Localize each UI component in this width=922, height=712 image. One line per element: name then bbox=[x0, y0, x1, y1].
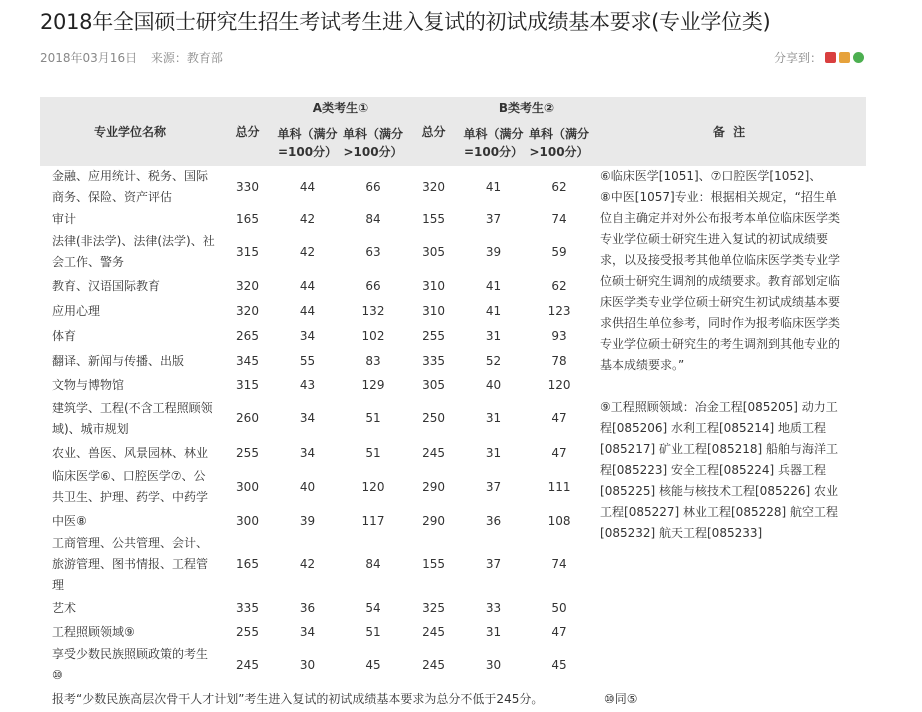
b-single-gt100: 120 bbox=[547, 377, 571, 392]
header-a-single-100: 单科（满分=100分） bbox=[275, 119, 340, 166]
b-single-100: 37 bbox=[485, 479, 502, 494]
b-total: 245 bbox=[422, 624, 445, 639]
publish-date: 2018年03月16日 bbox=[40, 51, 138, 65]
a-single-100: 42 bbox=[299, 244, 316, 259]
a-total: 300 bbox=[236, 513, 259, 528]
b-single-gt100: 111 bbox=[547, 479, 571, 494]
major-name: 审计 bbox=[52, 211, 77, 226]
header-a-total: 总分 bbox=[220, 97, 275, 166]
score-table-wrapper bbox=[40, 97, 866, 712]
a-single-gt100: 54 bbox=[365, 600, 381, 615]
b-single-gt100: 78 bbox=[551, 354, 567, 368]
major-name: 应用心理 bbox=[52, 304, 101, 318]
b-single-gt100: 108 bbox=[547, 513, 571, 528]
a-single-gt100: 51 bbox=[365, 411, 381, 425]
b-total: 290 bbox=[422, 513, 445, 528]
b-single-gt100: 62 bbox=[551, 179, 567, 194]
a-single-100: 44 bbox=[299, 304, 316, 318]
major-name: 临床医学⑥、口腔医学⑦、公共卫生、护理、药学、中药学 bbox=[52, 469, 209, 504]
remark-10: ⑩同⑤ bbox=[604, 691, 638, 706]
a-total: 345 bbox=[236, 354, 259, 368]
b-total: 305 bbox=[422, 244, 445, 259]
major-name: 艺术 bbox=[52, 600, 77, 615]
a-single-gt100: 51 bbox=[365, 624, 381, 639]
a-single-100: 43 bbox=[299, 377, 316, 392]
a-total: 320 bbox=[236, 279, 259, 293]
a-total: 315 bbox=[236, 377, 259, 392]
a-single-gt100: 45 bbox=[365, 657, 381, 672]
a-single-gt100: 129 bbox=[361, 377, 385, 392]
b-single-100: 40 bbox=[485, 377, 502, 392]
a-total: 330 bbox=[236, 179, 259, 194]
b-single-gt100: 62 bbox=[551, 279, 567, 293]
header-b-single-gt100: 单科（满分>100分） bbox=[526, 119, 592, 166]
b-single-gt100: 93 bbox=[551, 329, 567, 343]
b-total: 155 bbox=[422, 211, 445, 226]
major-name: 工程照顾领域⑨ bbox=[52, 624, 135, 639]
major-name: 建筑学、工程(不含工程照顾领域)、城市规划 bbox=[52, 400, 213, 436]
article-source: 来源：教育部 bbox=[150, 51, 223, 65]
a-single-100: 42 bbox=[299, 211, 316, 226]
b-single-gt100: 45 bbox=[551, 657, 567, 672]
major-name: 金融、应用统计、税务、国际商务、保险、资产评估 bbox=[52, 169, 209, 204]
header-group-a: A类考生① bbox=[275, 97, 406, 119]
a-single-100: 34 bbox=[299, 445, 316, 460]
a-single-100: 34 bbox=[299, 411, 316, 425]
a-single-100: 39 bbox=[299, 513, 316, 528]
major-name: 农业、兽医、风景园林、林业 bbox=[52, 445, 209, 460]
header-group-b: B类考生② bbox=[461, 97, 592, 119]
header-remarks: 备 注 bbox=[592, 97, 866, 166]
article-meta bbox=[40, 49, 223, 66]
b-single-100: 41 bbox=[485, 304, 502, 318]
b-single-gt100: 123 bbox=[547, 304, 571, 318]
b-single-gt100: 47 bbox=[551, 445, 567, 460]
b-single-100: 39 bbox=[485, 244, 502, 259]
a-single-gt100: 132 bbox=[361, 304, 385, 318]
major-name: 体育 bbox=[52, 329, 77, 343]
b-total: 310 bbox=[422, 279, 445, 293]
major-name: 工商管理、公共管理、会计、旅游管理、图书情报、工程管理 bbox=[52, 536, 209, 592]
a-single-100: 55 bbox=[299, 354, 316, 368]
b-single-100: 37 bbox=[485, 557, 502, 571]
qzone-share-icon[interactable] bbox=[839, 52, 850, 63]
a-single-gt100: 63 bbox=[365, 244, 381, 259]
b-single-100: 37 bbox=[485, 211, 502, 226]
b-single-100: 41 bbox=[485, 279, 502, 293]
a-total: 255 bbox=[236, 445, 259, 460]
a-single-gt100: 83 bbox=[365, 354, 381, 368]
b-total: 250 bbox=[422, 411, 445, 425]
major-name: 教育、汉语国际教育 bbox=[52, 279, 161, 293]
b-single-gt100: 59 bbox=[551, 244, 567, 259]
b-single-gt100: 50 bbox=[551, 600, 567, 615]
b-single-100: 30 bbox=[485, 657, 502, 672]
b-total: 325 bbox=[422, 600, 445, 615]
a-single-gt100: 51 bbox=[365, 445, 381, 460]
a-single-100: 36 bbox=[299, 600, 316, 615]
b-single-gt100: 74 bbox=[551, 211, 567, 226]
remark-9: ⑨工程照顾领域：冶金工程[085205] 动力工程[085206] 水利工程[085214] 地质工程[085217] 矿业工程[085218] 船舶与海洋工程[085223] 安全工程[085224] 兵器工程[085225] 核能与核技术工程[085226] 农业工程[085227] 林业工程[085228] 航空工程[085232] 航天工程[085233] bbox=[600, 400, 838, 540]
b-single-gt100: 47 bbox=[551, 624, 567, 639]
major-name: 法律(非法学)、法律(法学)、社会工作、警务 bbox=[52, 234, 215, 269]
score-table bbox=[40, 97, 866, 712]
b-single-100: 31 bbox=[485, 329, 502, 343]
b-total: 245 bbox=[422, 445, 445, 460]
a-single-100: 34 bbox=[299, 624, 316, 639]
a-single-100: 40 bbox=[299, 479, 316, 494]
remarks-cell bbox=[592, 166, 866, 686]
a-single-gt100: 84 bbox=[365, 211, 381, 226]
a-single-gt100: 117 bbox=[361, 513, 385, 528]
wechat-share-icon[interactable] bbox=[853, 52, 864, 63]
a-total: 165 bbox=[236, 211, 259, 226]
b-total: 320 bbox=[422, 179, 445, 194]
remark-8: ⑧中医[1057]专业：根据相关规定，“招生单位自主确定并对外公布报考本单位临床医学类专业学位硕士研究生进入复试的初试成绩要求，以及接受报考其他单位临床医学类专业学位硕士研究生调剂的成绩要求。教育部划定临床医学类专业学位硕士研究生初试成绩基本要求供招生单位参考，同时作为报考临床医学类专业学位硕士研究生的考生调剂到其他专业的基本成绩要求。” bbox=[600, 190, 841, 372]
b-total: 335 bbox=[422, 354, 445, 368]
table-row bbox=[40, 166, 866, 208]
b-single-100: 52 bbox=[485, 354, 502, 368]
a-single-gt100: 84 bbox=[365, 557, 381, 571]
a-single-gt100: 102 bbox=[361, 329, 385, 343]
share-bar bbox=[774, 49, 864, 66]
a-total: 320 bbox=[236, 304, 259, 318]
b-total: 255 bbox=[422, 329, 445, 343]
b-total: 310 bbox=[422, 304, 445, 318]
b-single-100: 33 bbox=[485, 600, 502, 615]
a-single-100: 34 bbox=[299, 329, 316, 343]
a-total: 245 bbox=[236, 657, 259, 672]
a-single-100: 44 bbox=[299, 279, 316, 293]
minority-plan-note: 报考“少数民族高层次骨干人才计划”考生进入复试的初试成绩基本要求为总分不低于245分。 bbox=[52, 691, 544, 706]
a-total: 255 bbox=[236, 624, 259, 639]
a-total: 165 bbox=[236, 557, 259, 571]
weibo-share-icon[interactable] bbox=[825, 52, 836, 63]
b-total: 245 bbox=[422, 657, 445, 672]
b-single-100: 31 bbox=[485, 411, 502, 425]
share-label: 分享到： bbox=[773, 51, 822, 65]
a-single-gt100: 66 bbox=[365, 179, 381, 194]
b-total: 290 bbox=[422, 479, 445, 494]
major-name: 翻译、新闻与传播、出版 bbox=[52, 354, 185, 368]
b-single-gt100: 74 bbox=[551, 557, 567, 571]
a-single-100: 42 bbox=[299, 557, 316, 571]
a-single-100: 44 bbox=[299, 179, 316, 194]
b-total: 155 bbox=[422, 557, 445, 571]
remark-spacer bbox=[600, 376, 848, 397]
header-b-total: 总分 bbox=[406, 97, 461, 166]
a-single-100: 30 bbox=[299, 657, 316, 672]
a-single-gt100: 66 bbox=[365, 279, 381, 293]
header-a-single-gt100: 单科（满分>100分） bbox=[340, 119, 406, 166]
major-name: 中医⑧ bbox=[52, 513, 87, 528]
a-total: 260 bbox=[236, 411, 259, 425]
a-single-gt100: 120 bbox=[361, 479, 385, 494]
article-title: 2018年全国硕士研究生招生考试考生进入复试的初试成绩基本要求(专业学位类) bbox=[40, 10, 771, 34]
table-footer-row bbox=[40, 686, 866, 712]
b-single-100: 36 bbox=[485, 513, 502, 528]
major-name: 文物与博物馆 bbox=[52, 377, 125, 392]
major-name: 享受少数民族照顾政策的考生⑩ bbox=[52, 647, 209, 682]
b-single-100: 41 bbox=[485, 179, 502, 194]
a-total: 335 bbox=[236, 600, 259, 615]
header-b-single-100: 单科（满分=100分） bbox=[461, 119, 526, 166]
a-total: 315 bbox=[236, 244, 259, 259]
b-single-100: 31 bbox=[485, 445, 502, 460]
b-single-100: 31 bbox=[485, 624, 502, 639]
b-single-gt100: 47 bbox=[551, 411, 567, 425]
a-total: 265 bbox=[236, 329, 259, 343]
header-major: 专业学位名称 bbox=[40, 97, 220, 166]
remark-6-7: ⑥临床医学[1051]、⑦口腔医学[1052]、 bbox=[600, 169, 822, 183]
b-total: 305 bbox=[422, 377, 445, 392]
a-total: 300 bbox=[236, 479, 259, 494]
